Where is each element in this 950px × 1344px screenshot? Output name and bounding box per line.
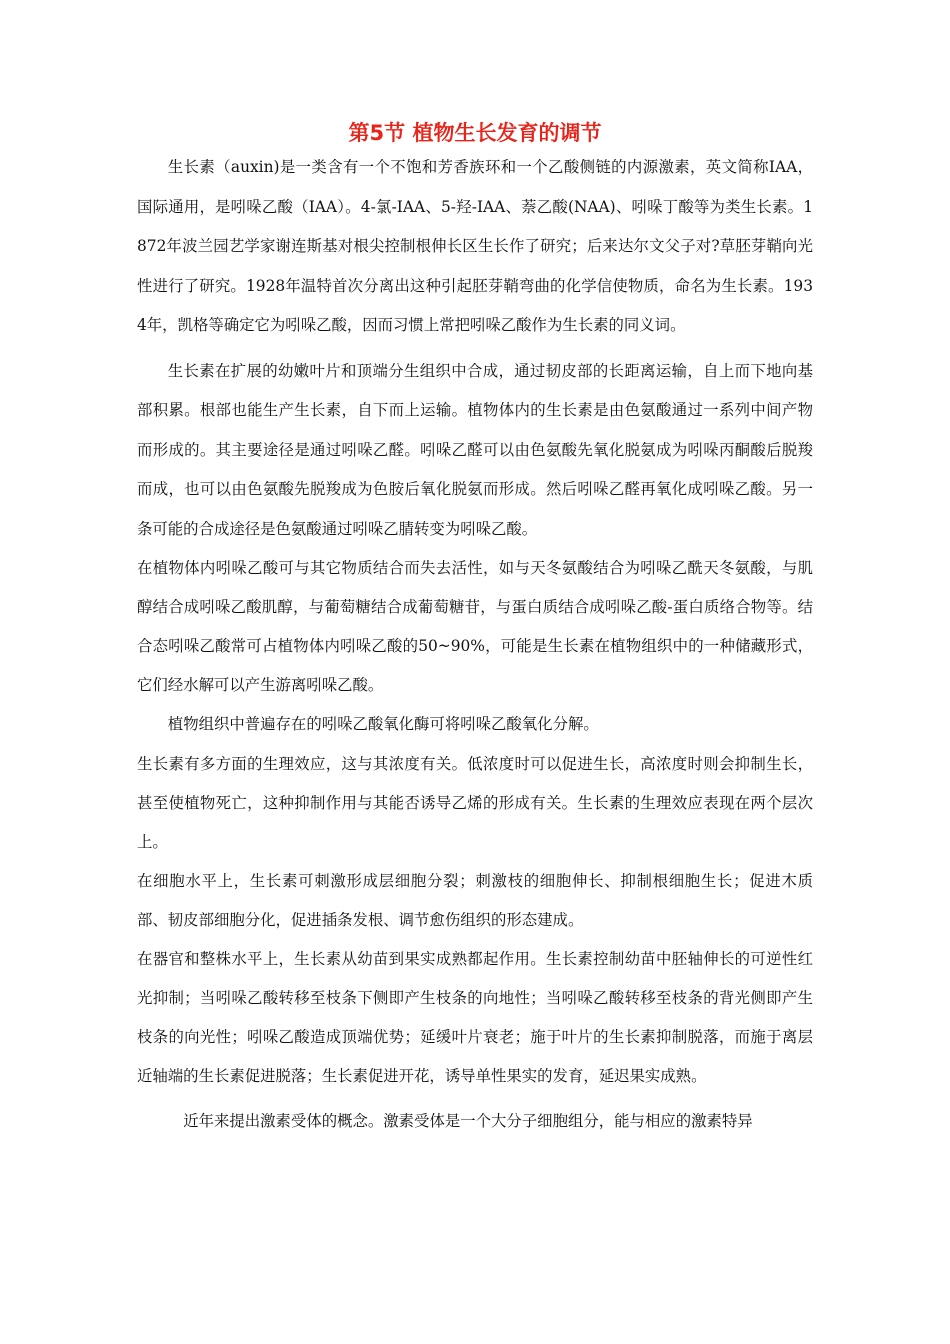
paragraph-cellular-level: 在细胞水平上，生长素可刺激形成层细胞分裂；刺激枝的细胞伸长、抑制根细胞生长；促进木质部、韧皮部细胞分化，促进插条发根、调节愈伤组织的形态建成。 [137, 871, 813, 929]
paragraph-auxin-synthesis: 生长素在扩展的幼嫩叶片和顶端分生组织中合成，通过韧皮部的长距离运输，自上而下地向基部积累。根部也能生产生长素，自下而上运输。植物体内的生长素是由色氨酸通过一系列中间产物而形成的。其主要途径是通过吲哚乙醛。吲哚乙醛可以由色氨酸先氧化脱氨成为吲哚丙酮酸后脱羧而成，也可以由色氨酸先脱羧成为色胺后氧化脱氨而形成。然后吲哚乙醛再氧化成吲哚乙酸。另一条可能的合成途径是色氨酸通过吲哚乙腈转变为吲哚乙酸。 [137, 361, 813, 538]
page-title: 第5节 植物生长发育的调节 [348, 121, 602, 145]
paragraph-organ-level: 在器官和整株水平上，生长素从幼苗到果实成熟都起作用。生长素控制幼苗中胚轴伸长的可逆性红光抑制；当吲哚乙酸转移至枝条下侧即产生枝条的向地性；当吲哚乙酸转移至枝条的背光侧即产生枝条的向光性；吲哚乙酸造成顶端优势；延缓叶片衰老；施于叶片的生长素抑制脱落，而施于离层近轴端的生长素促进脱落；生长素促进开花，诱导单性果实的发育，延迟果实成熟。 [137, 949, 813, 1085]
paragraph-auxin-intro: 生长素（auxin)是一类含有一个不饱和芳香族环和一个乙酸侧链的内源激素，英文简称IAA，国际通用，是吲哚乙酸（IAA）。4-氯-IAA、5-羟-IAA、萘乙酸(NAA)、吲哚丁酸等为类生长素。1872年波兰园艺学家谢连斯基对根尖控制根伸长区生长作了研究；后来达尔文父子对?草胚芽鞘向光性进行了研究。1928年温特首次分离出这种引起胚芽鞘弯曲的化学信使物质，命名为生长素。1934年，凯格等确定它为吲哚乙酸，因而习惯上常把吲哚乙酸作为生长素的同义词。 [137, 158, 813, 334]
paragraph-physiological-effects: 生长素有多方面的生理效应，这与其浓度有关。低浓度时可以促进生长，高浓度时则会抑制生长，甚至使植物死亡，这种抑制作用与其能否诱导乙烯的形成有关。生长素的生理效应表现在两个层次上。 [137, 754, 813, 851]
paragraph-auxin-conjugation: 在植物体内吲哚乙酸可与其它物质结合而失去活性，如与天冬氨酸结合为吲哚乙酰天冬氨酸，与肌醇结合成吲哚乙酸肌醇，与葡萄糖结合成葡萄糖苷，与蛋白质结合成吲哚乙酸-蛋白质络合物等。结合态吲哚乙酸常可占植物体内吲哚乙酸的50~90%，可能是生长素在植物组织中的一种储藏形式，它们经水解可以产生游离吲哚乙酸。 [137, 559, 813, 694]
document-body [137, 148, 813, 1141]
paragraph-auxin-oxidase: 植物组织中普遍存在的吲哚乙酸氧化酶可将吲哚乙酸氧化分解。 [167, 715, 599, 733]
paragraph-hormone-receptor: 近年来提出激素受体的概念。激素受体是一个大分子细胞组分，能与相应的激素特异 [183, 1111, 753, 1130]
